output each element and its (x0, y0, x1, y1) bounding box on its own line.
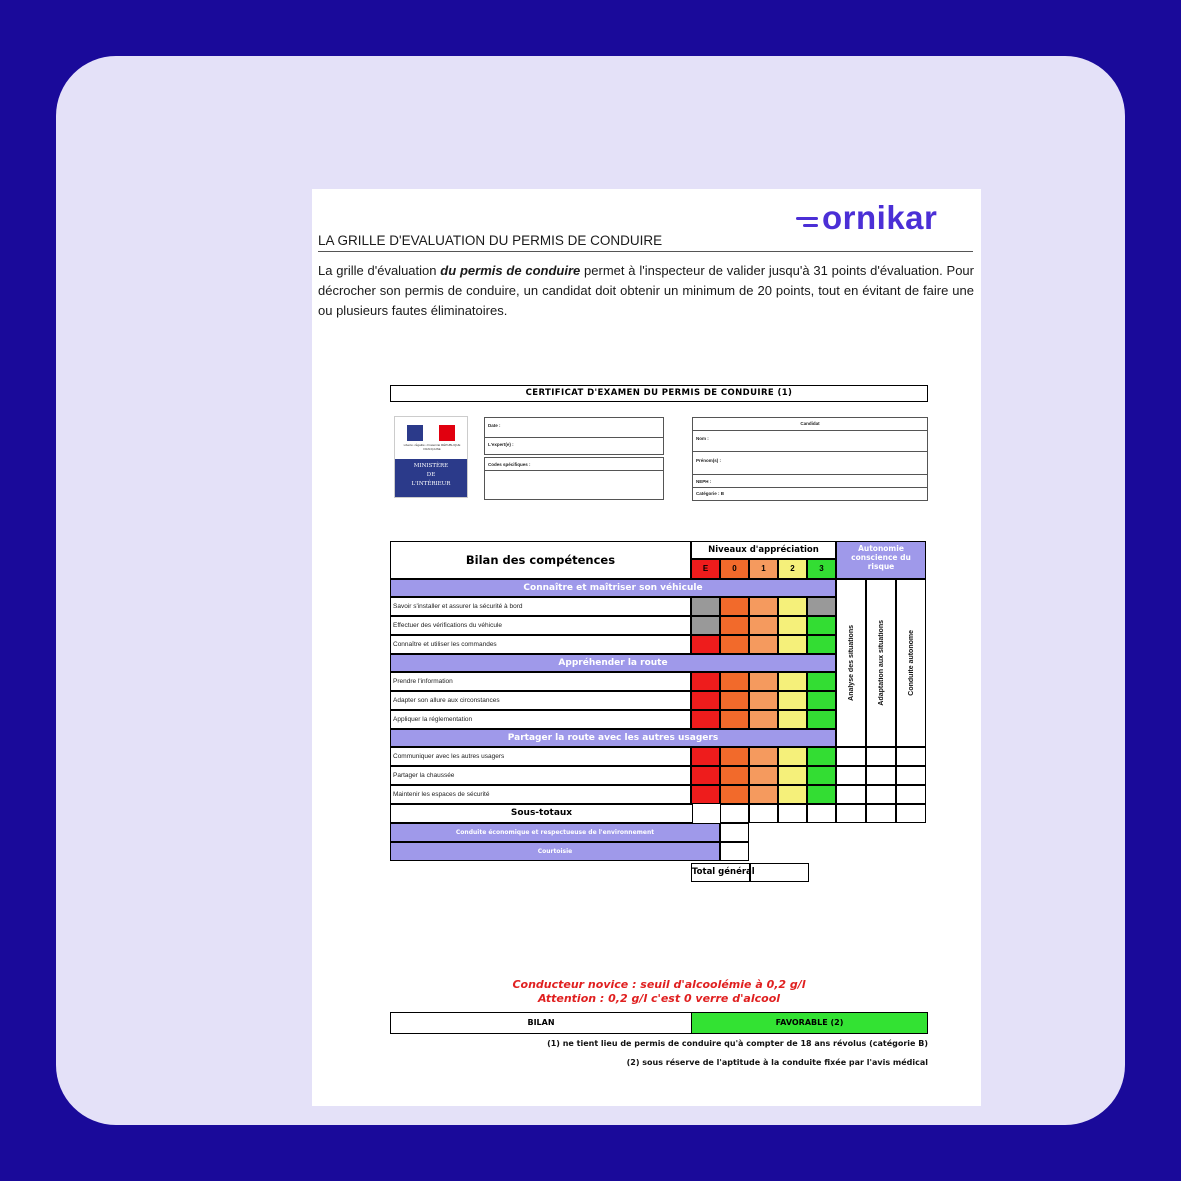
footnote-1: (1) ne tient lieu de permis de conduire qu'à compter de 18 ans révolus (catégorie B) (547, 1039, 928, 1048)
autonomy-col-label: Analyse des situations (847, 625, 855, 701)
level-cell-2 (778, 635, 807, 654)
alcohol-line-1: Conducteur novice : seuil d'alcoolémie à 0,2 g/l (512, 978, 806, 991)
marianne-flag-icon (407, 425, 455, 441)
level-cell-1 (749, 710, 778, 729)
ministry-logo (394, 416, 468, 498)
autonomy-cell (896, 785, 926, 804)
alcohol-line-2: Attention : 0,2 g/l c'est 0 verre d'alcool (537, 992, 781, 1005)
logo-mark-icon (796, 217, 818, 231)
autonomy-col-header (866, 579, 896, 747)
level-cell-na (691, 616, 720, 635)
level-cell-E (691, 710, 720, 729)
specific-codes-box (484, 457, 664, 500)
ministry-name: MINISTÈRE DE L'INTÉRIEUR (395, 459, 467, 497)
nom-label: Nom : (696, 436, 709, 441)
footnote-2: (2) sous réserve de l'aptitude à la conduite fixée par l'avis médical (626, 1058, 928, 1067)
autonomy-cell (866, 766, 896, 785)
document-page (312, 189, 981, 1106)
grid-title: Bilan des compétences (390, 541, 691, 579)
grid-row-label: Partager la chaussée (390, 766, 691, 785)
neph-label: NEPH : (696, 479, 712, 484)
section-title: Appréhender la route (390, 654, 836, 672)
extra-row-cell (720, 823, 749, 842)
page-title: LA GRILLE D'EVALUATION DU PERMIS DE CONDUIRE (318, 233, 663, 248)
level-cell-3 (807, 616, 836, 635)
level-cell-0 (720, 597, 749, 616)
level-cell-2 (778, 747, 807, 766)
category-label: Catégorie : B (696, 491, 725, 496)
bilan-result: FAVORABLE (2) (692, 1013, 927, 1033)
level-cell-0 (720, 747, 749, 766)
card-background (56, 56, 1125, 1125)
level-cell-E (691, 785, 720, 804)
level-header-1: 1 (749, 559, 778, 579)
subtotal-cell (866, 804, 896, 823)
level-cell-3 (807, 672, 836, 691)
brand-name: ornikar (822, 199, 938, 236)
level-cell-2 (778, 691, 807, 710)
level-cell-1 (749, 616, 778, 635)
subtotal-label: Sous-totaux (390, 804, 693, 823)
level-cell-1 (749, 785, 778, 804)
level-cell-1 (749, 672, 778, 691)
level-cell-3 (807, 710, 836, 729)
level-cell-3 (807, 691, 836, 710)
level-cell-2 (778, 785, 807, 804)
level-cell-1 (749, 635, 778, 654)
expert-label: L'expert(e) : (488, 442, 514, 447)
subtotal-cell (896, 804, 926, 823)
level-cell-2 (778, 616, 807, 635)
grid-row-label: Prendre l'information (390, 672, 691, 691)
total-cell (750, 863, 809, 882)
date-label: Date : (488, 423, 501, 428)
level-cell-E (691, 635, 720, 654)
level-cell-1 (749, 597, 778, 616)
candidate-box (692, 417, 928, 501)
level-cell-3 (807, 785, 836, 804)
autonomy-cell (866, 747, 896, 766)
level-cell-3 (807, 747, 836, 766)
autonomy-cell (896, 747, 926, 766)
level-header-3: 3 (807, 559, 836, 579)
bilan-row (390, 1012, 928, 1034)
bilan-label: BILAN (391, 1013, 692, 1033)
section-title: Partager la route avec les autres usagers (390, 729, 836, 747)
grid-row-label: Savoir s'installer et assurer la sécurité à bord (390, 597, 691, 616)
level-cell-E (691, 672, 720, 691)
level-cell-0 (720, 691, 749, 710)
level-header-2: 2 (778, 559, 807, 579)
level-cell-0 (720, 785, 749, 804)
subtotal-cell (836, 804, 866, 823)
specific-codes-label: Codes spécifiques : (488, 462, 531, 467)
autonomy-cell (836, 766, 866, 785)
grid-row-label: Communiquer avec les autres usagers (390, 747, 691, 766)
ornikar-logo (794, 199, 944, 243)
date-expert-box (484, 417, 664, 455)
level-cell-na (691, 597, 720, 616)
autonomy-cell (836, 747, 866, 766)
extra-row-label: Conduite économique et respectueuse de l'environnement (390, 823, 720, 842)
level-cell-1 (749, 766, 778, 785)
subtotal-cell (749, 804, 778, 823)
level-cell-2 (778, 672, 807, 691)
level-cell-1 (749, 747, 778, 766)
title-divider (318, 251, 973, 252)
intro-paragraph: La grille d'évaluation du permis de conduire permet à l'inspecteur de valider jusqu'à 31 points d'évaluation. Pour décrocher son permis de conduire, un candidat doit obtenir un minimum de 20 points, tout en évitant de faire une ou plusieurs fautes éliminatoires. (318, 263, 974, 318)
subtotal-cell (778, 804, 807, 823)
section-title: Connaître et maîtriser son véhicule (390, 579, 836, 597)
autonomy-title: Autonomie conscience du risque (836, 541, 926, 579)
level-cell-E (691, 747, 720, 766)
autonomy-col-header (836, 579, 866, 747)
level-cell-3 (807, 766, 836, 785)
evaluation-grid (390, 541, 928, 888)
level-cell-2 (778, 597, 807, 616)
autonomy-cell (836, 785, 866, 804)
republic-motto: Liberté • Égalité • Fraternité RÉPUBLIQUE FRANÇAISE (403, 443, 461, 451)
autonomy-col-label: Conduite autonome (907, 630, 915, 696)
extra-row-cell (720, 842, 749, 861)
level-cell-1 (749, 691, 778, 710)
grid-row-label: Maintenir les espaces de sécurité (390, 785, 691, 804)
grid-row-label: Connaître et utiliser les commandes (390, 635, 691, 654)
subtotal-cell (807, 804, 836, 823)
autonomy-cell (866, 785, 896, 804)
level-cell-E (691, 691, 720, 710)
alcohol-warning (390, 978, 928, 1006)
grid-row-label: Effectuer des vérifications du véhicule (390, 616, 691, 635)
total-label: Total général (691, 863, 750, 882)
level-cell-0 (720, 672, 749, 691)
grid-row-label: Appliquer la réglementation (390, 710, 691, 729)
candidate-header: Candidat (693, 418, 927, 431)
autonomy-col-label: Adaptation aux situations (877, 620, 885, 706)
level-cell-0 (720, 710, 749, 729)
subtotal-cell (720, 804, 749, 823)
extra-row-label: Courtoisie (390, 842, 720, 861)
prenom-label: Prénom(s) : (696, 458, 722, 463)
level-cell-3 (807, 635, 836, 654)
level-cell-0 (720, 635, 749, 654)
autonomy-col-header (896, 579, 926, 747)
level-cell-na (807, 597, 836, 616)
level-cell-2 (778, 766, 807, 785)
grid-row-label: Adapter son allure aux circonstances (390, 691, 691, 710)
level-header-E: E (691, 559, 720, 579)
certificate-title: CERTIFICAT D'EXAMEN DU PERMIS DE CONDUIRE (1) (390, 385, 928, 402)
autonomy-cell (896, 766, 926, 785)
level-cell-2 (778, 710, 807, 729)
levels-title: Niveaux d'appréciation (691, 541, 836, 559)
level-cell-0 (720, 766, 749, 785)
level-header-0: 0 (720, 559, 749, 579)
level-cell-0 (720, 616, 749, 635)
level-cell-E (691, 766, 720, 785)
